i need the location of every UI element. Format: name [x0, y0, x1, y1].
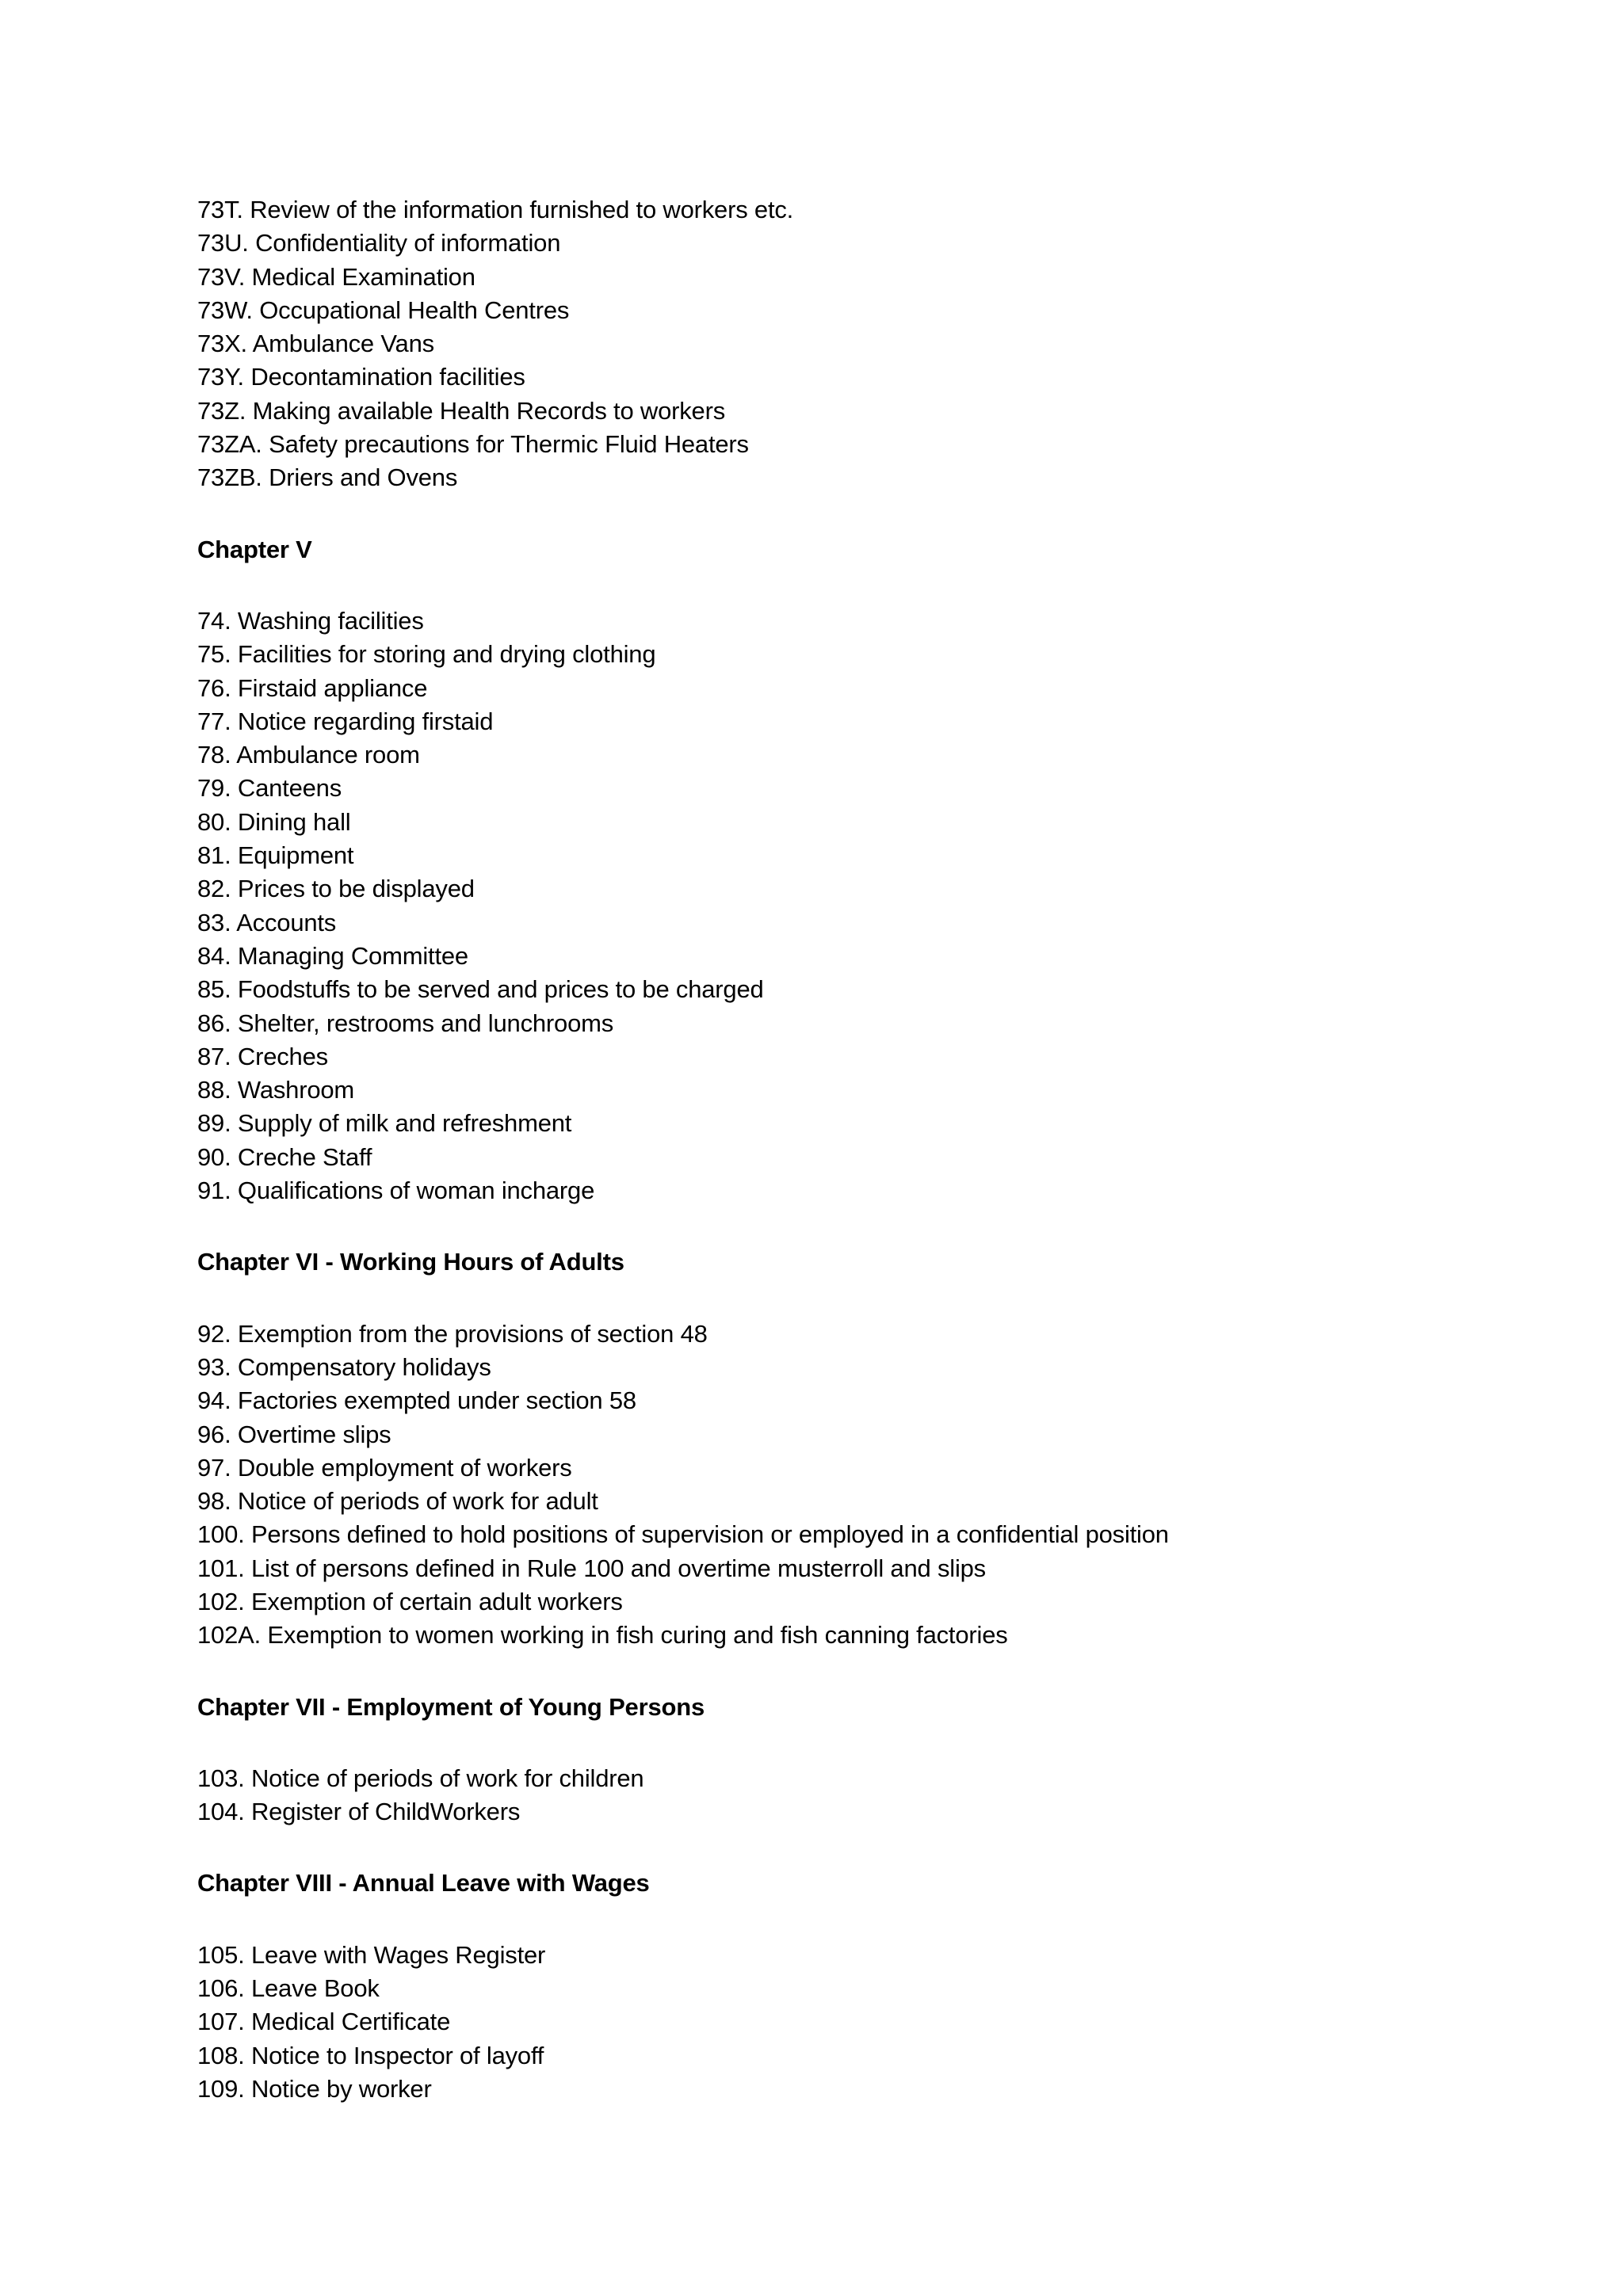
rule-item: 90. Creche Staff	[197, 1142, 372, 1171]
rule-item: 104. Register of ChildWorkers	[197, 1798, 521, 1826]
rule-item: 74. Washing facilities	[197, 606, 424, 635]
rule-item: 73Z. Making available Health Records to workers	[197, 396, 726, 425]
section-spacer	[197, 1901, 1481, 1939]
rules-list	[197, 193, 1481, 2106]
section-spacer	[197, 1280, 1481, 1318]
chapter-section	[197, 193, 1481, 495]
rule-item: 75. Facilities for storing and drying clothing	[197, 640, 656, 669]
rule-item: 101. List of persons defined in Rule 100 and overtime musterroll and slips	[197, 1554, 986, 1582]
rule-item: 105. Leave with Wages Register	[197, 1940, 546, 1969]
rule-item: 81. Equipment	[197, 841, 354, 870]
rule-item: 94. Factories exempted under section 58	[197, 1386, 636, 1415]
rule-item: 100. Persons defined to hold positions of supervision or employed in a confidential position	[197, 1520, 1169, 1549]
section-spacer	[197, 1653, 1481, 1691]
chapter-heading: Chapter VII - Employment of Young Persons	[197, 1692, 705, 1721]
rule-item: 73V. Medical Examination	[197, 262, 475, 291]
rule-item: 107. Medical Certificate	[197, 2008, 451, 2036]
rule-item: 102. Exemption of certain adult workers	[197, 1587, 623, 1615]
rule-item: 89. Supply of milk and refreshment	[197, 1109, 572, 1138]
rule-item: 73ZA. Safety precautions for Thermic Fluid Heaters	[197, 430, 749, 459]
rule-item: 85. Foodstuffs to be served and prices to be charged	[197, 975, 764, 1004]
section-spacer	[197, 1724, 1481, 1762]
rule-item: 80. Dining hall	[197, 807, 351, 836]
rule-item: 91. Qualifications of woman incharge	[197, 1177, 595, 1205]
rule-item: 98. Notice of periods of work for adult	[197, 1487, 598, 1516]
chapter-section	[197, 495, 1481, 1208]
rule-item: 73T. Review of the information furnished to workers etc.	[197, 196, 794, 223]
rule-item: 103. Notice of periods of work for children	[197, 1764, 644, 1792]
rule-item: 87. Creches	[197, 1042, 328, 1070]
section-spacer	[197, 566, 1481, 605]
chapter-section	[197, 1653, 1481, 1829]
section-spacer	[197, 1829, 1481, 1867]
rule-item: 73ZB. Driers and Ovens	[197, 463, 458, 492]
rule-item: 97. Double employment of workers	[197, 1453, 572, 1482]
rule-item: 92. Exemption from the provisions of section 48	[197, 1319, 708, 1348]
rule-item: 102A. Exemption to women working in fish curing and fish canning factories	[197, 1621, 1008, 1650]
rule-item: 73W. Occupational Health Centres	[197, 296, 570, 324]
chapter-heading: Chapter V	[197, 535, 312, 563]
rule-item: 86. Shelter, restrooms and lunchrooms	[197, 1009, 614, 1037]
chapter-heading: Chapter VIII - Annual Leave with Wages	[197, 1869, 650, 1897]
rule-item: 77. Notice regarding firstaid	[197, 707, 494, 735]
chapter-heading: Chapter VI - Working Hours of Adults	[197, 1248, 624, 1276]
rule-item: 109. Notice by worker	[197, 2074, 432, 2103]
rule-item: 82. Prices to be displayed	[197, 875, 475, 903]
rule-item: 93. Compensatory holidays	[197, 1352, 491, 1381]
chapter-section	[197, 1829, 1481, 2106]
rule-item: 73Y. Decontamination facilities	[197, 363, 525, 391]
rule-item: 84. Managing Committee	[197, 941, 468, 970]
chapter-section	[197, 1207, 1481, 1652]
section-spacer	[197, 495, 1481, 533]
rule-item: 76. Firstaid appliance	[197, 673, 428, 702]
rule-item: 106. Leave Book	[197, 1974, 380, 2003]
rule-item: 78. Ambulance room	[197, 741, 420, 769]
rule-item: 83. Accounts	[197, 908, 337, 936]
rule-item: 88. Washroom	[197, 1076, 355, 1104]
rule-item: 96. Overtime slips	[197, 1420, 391, 1448]
rule-item: 73U. Confidentiality of information	[197, 229, 561, 257]
rule-item: 79. Canteens	[197, 774, 342, 803]
rule-item: 108. Notice to Inspector of layoff	[197, 2041, 544, 2069]
rule-item: 73X. Ambulance Vans	[197, 330, 434, 358]
section-spacer	[197, 1207, 1481, 1245]
